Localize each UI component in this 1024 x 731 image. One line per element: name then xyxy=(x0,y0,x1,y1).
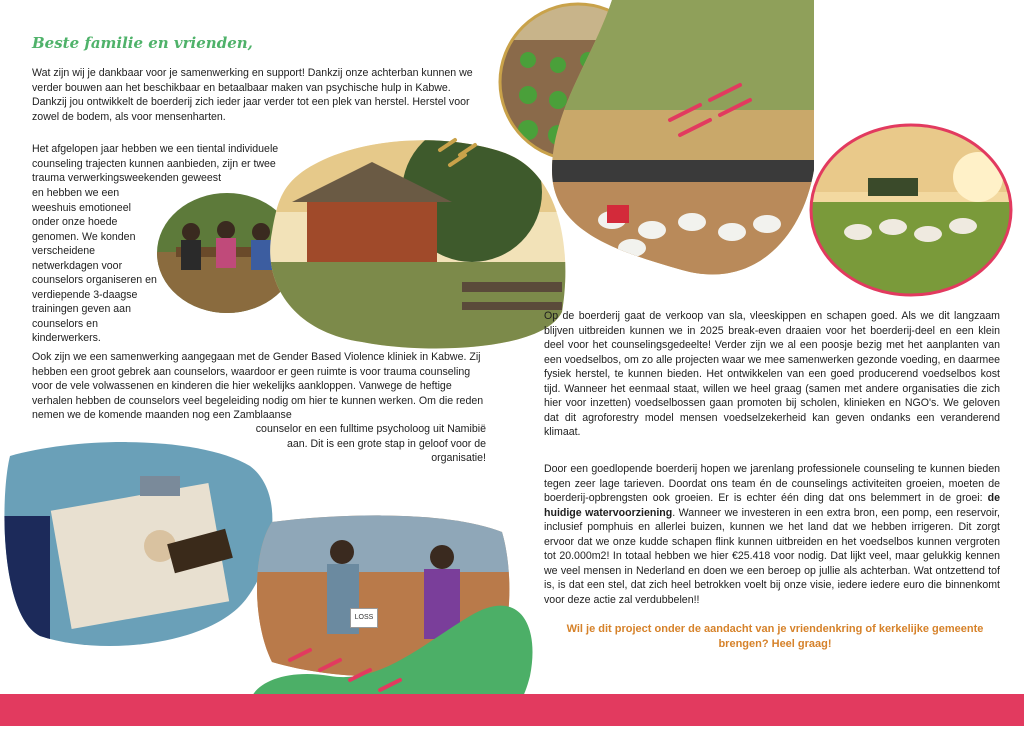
paragraph-gbv-clinic: Ook zijn we een samenwerking aangegaan met de Gender Based Violence kliniek in Kabwe. Zij hebben een groot gebrek aan counselors, waardoor er geen ruimte is voor trauma counseling voor de vele volwassenen en kinderen die hier wekelijks aankloppen. Vanwege de heftige verhalen hebben de counselors veel begeleiding nodig om hier te kunnen werken. Om die reden nemen we de komende maanden nog een Zamblaanse xyxy=(32,351,484,421)
paragraph-farm: Op de boerderij gaat de verkoop van sla, vleeskippen en schapen goed. Als we dit langzaam blijven uitbreiden kunnen we in 2025 break-even draaien voor het boerderij-deel en een klein deel voor het counselingsgedeelte! Verder zijn we al een poosje bezig met het aanplanten van een voedselbos, om zo alle projecten waar we mee samenwerken gezonde voeding, en daarmee fysiek herstel, te kunnen bieden. Het ontwikkelen van een goed producerend voedselbos kost tijd. Wanneer het eenmaal staat, willen we heel graag (samen met andere organisaties die zich hier voor inzetten) voedselbossen gaan promoten bij scholen, klinieken en NGO's. We geloven dat dit agroforestry model mensen voedselzekerheid kan geven ondanks een veranderend klimaat. xyxy=(544,310,1000,438)
pink-dash-decor-top xyxy=(650,60,770,140)
paragraph-year-narrow: en hebben we een weeshuis emotioneel onder onze hoede genomen. We konden verscheidene netwerkdagen voor counselors organiseren en verdiepende 3-daagse trainingen geven aan counselors en kinderwerkers. xyxy=(32,187,157,344)
paragraph-water-b: . Wanneer we investeren in een extra bron, een pomp, een reservoir, inclusief pomphuis en allerlei buizen, kunnen we het land dat we hebben irrigeren. Dit zorgt ervoor dat we onze kudde schapen flink kunnen uitbreiden en het voedselbos kunnen vergroten tot 20.000m2! In totaal hebben we hier €25.418 voor nodig. Dat lijkt veel, maar gelukkig kennen we veel mensen in Nederland en doen we een beroep op jullie als achterban. Wat ontzettend tof is, is dat een stel, dat zich heel betrokken voelt bij onze visie, iedere iedere euro die binnenkomt voor deze actie zal verdubbelen!! xyxy=(544,506,1000,606)
paragraph-water-a: Door een goedlopende boerderij hopen we jarenlang professionele counseling te kunnen bieden tegen zeer lage tarieven. Doordat ons team én de counselings activiteiten groeien, moeten de boerderij-opbrengsten ook groeien. Er is echter één ding dat ons belemmert in de groei: xyxy=(544,463,1000,504)
paragraph-water-bold: de huidige watervoorziening xyxy=(544,492,1000,519)
paragraph-water xyxy=(544,462,1000,607)
call-to-action: Wil je dit project onder de aandacht van je vriendenkring of kerkelijke gemeente brengen? Heel graag! xyxy=(566,623,984,650)
bottom-pink-bar xyxy=(0,694,1024,726)
gold-dash-decor xyxy=(430,120,490,170)
paragraph-year-top: Het afgelopen jaar hebben we een tiental individuele counseling trajecten kunnen aanbieden, zijn er twee trauma verwerkingsweekenden geweest xyxy=(32,143,279,184)
loss-sign: LOSS xyxy=(350,608,378,628)
photo-chickens-shed xyxy=(552,0,814,300)
paragraph-gbv-clinic-end: counselor en een fulltime psycholoog uit Namibië aan. Dit is een grote stap in geloof voor de organisatie! xyxy=(255,423,486,464)
greeting: Beste familie en vrienden, xyxy=(32,34,253,52)
paragraph-intro: Wat zijn wij je dankbaar voor je samenwerking en support! Dankzij onze achterban kunnen we verder bouwen aan het beschikbaar en betaalbaar maken van psychische hulp in Kabwe. Dankzij jou ontwikkelt de boerderij zich ieder jaar verder tot een plek van herstel. Herstel voor zowel de bodem, als voor mensenharten. xyxy=(32,67,473,123)
photo-goats-sunset xyxy=(808,122,1014,298)
photo-gazebo xyxy=(262,132,572,352)
